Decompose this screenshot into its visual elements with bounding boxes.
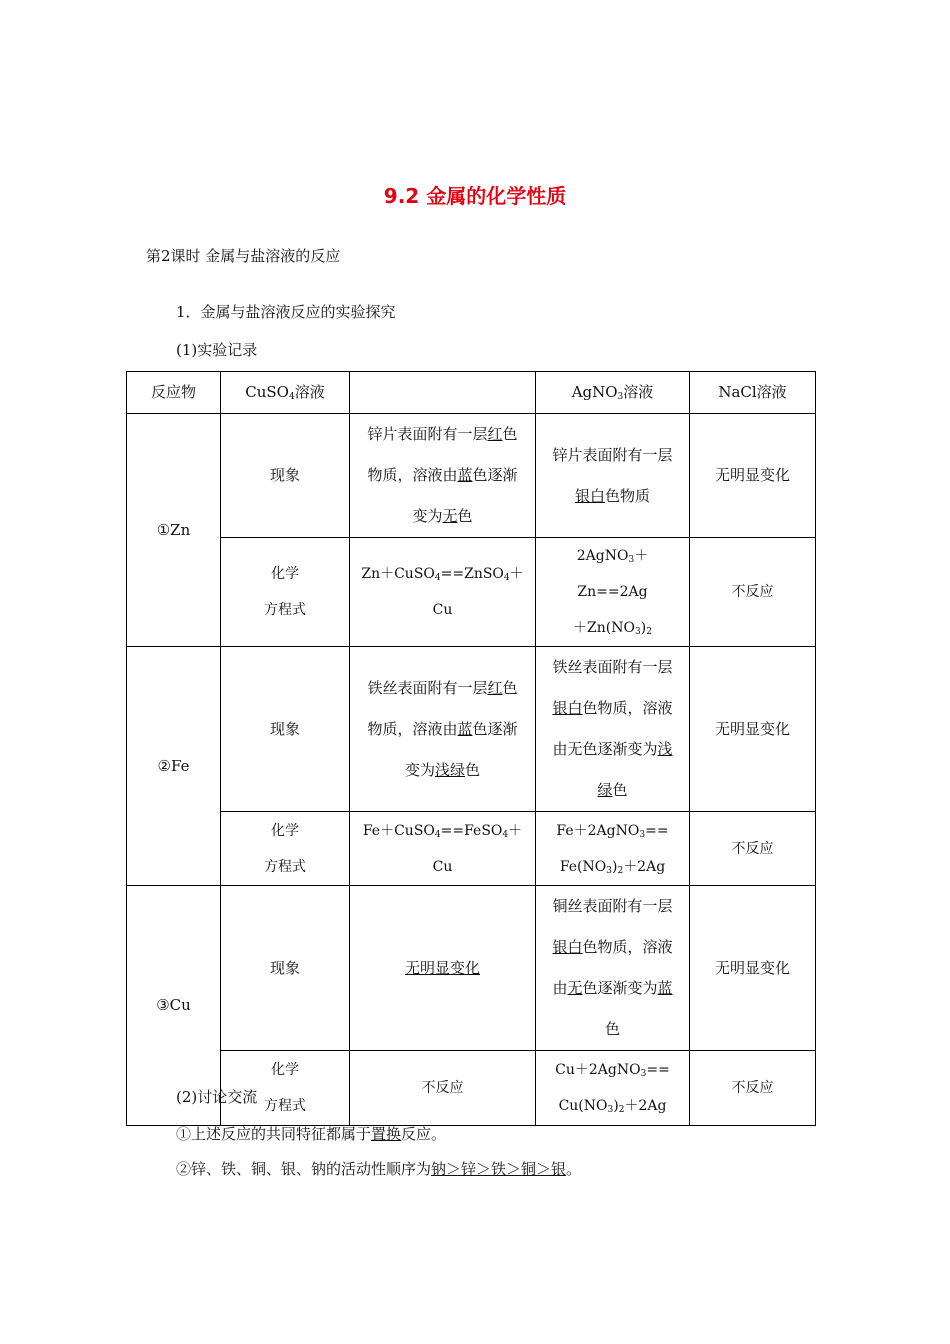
table-row (127, 812, 816, 886)
header-empty (350, 372, 536, 414)
header-agno3: AgNO$_3$溶液 (536, 372, 690, 414)
table-row (127, 647, 816, 812)
subsection-heading-2: (2)讨论交流 (176, 1088, 258, 1106)
table-row (127, 414, 816, 538)
experiment-table (126, 371, 816, 1126)
cu-nacl-equation: 不反应 (690, 1051, 816, 1126)
label-equation: 化学 方程式 (221, 538, 350, 647)
metal-zn: ①Zn (127, 414, 221, 647)
fe-nacl-phenomenon: 无明显变化 (690, 647, 816, 812)
subsection-heading: (1)实验记录 (176, 341, 258, 359)
zn-agno3-equation: 2AgNO$_3$＋Zn==2Ag $+Zn(NO_3)_2$ (536, 538, 690, 647)
table-row (127, 886, 816, 1051)
cu-cuso4-phenomenon: 无明显变化 (350, 886, 536, 1051)
fe-agno3-equation: Fe＋2AgNO$_3$== $Fe(NO_3)_2+2Ag$ (536, 812, 690, 886)
discussion-item-2: ②锌、铁、铜、银、钠的活动性顺序为钠＞锌＞铁＞铜＞银。 (176, 1160, 582, 1178)
cu-nacl-phenomenon: 无明显变化 (690, 886, 816, 1051)
fe-agno3-phenomenon: 铁丝表面附有一层 银白色物质，溶液 由无色逐渐变为浅 绿色 (536, 647, 690, 812)
zn-nacl-equation: 不反应 (690, 538, 816, 647)
zn-nacl-phenomenon: 无明显变化 (690, 414, 816, 538)
fe-cuso4-equation: Fe＋CuSO$_4$==FeSO$_4$＋Cu (350, 812, 536, 886)
label-phenomenon: 现象 (221, 414, 350, 538)
header-cuso4: CuSO$_4$溶液 (221, 372, 350, 414)
label-phenomenon: 现象 (221, 647, 350, 812)
label-equation: 化学 方程式 (221, 1051, 350, 1126)
fe-nacl-equation: 不反应 (690, 812, 816, 886)
metal-fe: ②Fe (127, 647, 221, 886)
zn-agno3-phenomenon: 锌片表面附有一层 银白色物质 (536, 414, 690, 538)
section-heading: 1．金属与盐溶液反应的实验探究 (176, 303, 396, 321)
fe-cuso4-phenomenon: 铁丝表面附有一层红色 物质，溶液由蓝色逐渐 变为浅绿色 (350, 647, 536, 812)
discussion-item-1: ①上述反应的共同特征都属于置换反应。 (176, 1125, 447, 1143)
table-header-row (127, 372, 816, 414)
page-title: 9.2 金属的化学性质 (383, 184, 567, 208)
header-nacl: NaCl溶液 (690, 372, 816, 414)
label-phenomenon: 现象 (221, 886, 350, 1051)
cu-cuso4-equation: 不反应 (350, 1051, 536, 1126)
lesson-heading: 第2课时 金属与盐溶液的反应 (146, 247, 341, 265)
zn-cuso4-equation: Zn＋CuSO$_4$==ZnSO$_4$＋Cu (350, 538, 536, 647)
header-reactant: 反应物 (127, 372, 221, 414)
label-equation: 化学 方程式 (221, 812, 350, 886)
cu-agno3-equation: Cu＋2AgNO$_3$== $Cu(NO_3)_2+2Ag$ (536, 1051, 690, 1126)
table-row (127, 538, 816, 647)
zn-cuso4-phenomenon: 锌片表面附有一层红色 物质，溶液由蓝色逐渐 变为无色 (350, 414, 536, 538)
metal-cu: ③Cu (127, 886, 221, 1126)
cu-agno3-phenomenon: 铜丝表面附有一层 银白色物质，溶液 由无色逐渐变为蓝 色 (536, 886, 690, 1051)
